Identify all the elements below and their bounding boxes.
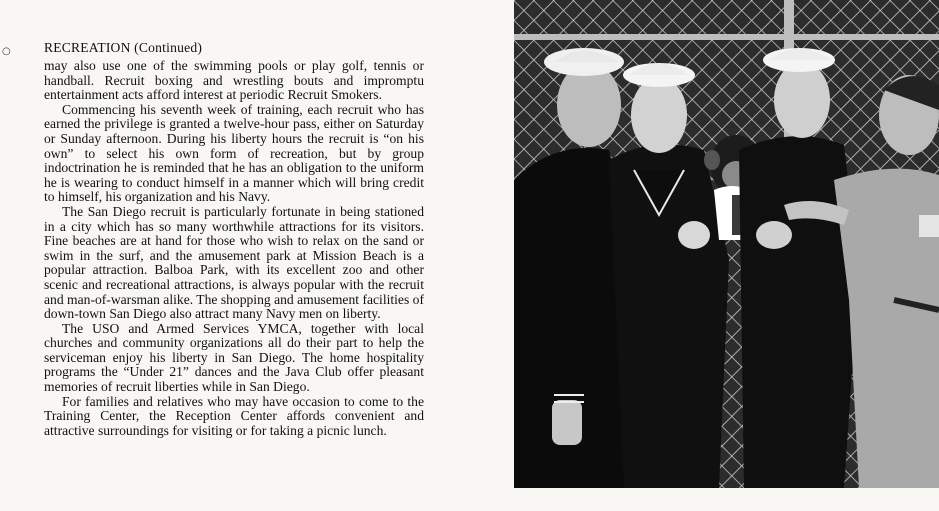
paragraph-4: The USO and Armed Services YMCA, together with local churches and community organizations all do their part to help the serviceman enjoy his liberty in San Diego. The home hospitality programs the “Under 21” dances and the Java Club offer pleasant memories of recruit liberties while in San Diego.	[44, 320, 424, 395]
sailors-with-chimpanzee-photo	[514, 0, 939, 488]
article-column	[44, 40, 424, 438]
paragraph-5: For families and relatives who may have occasion to come to the Training Center, the Reception Center affords convenient and attractive surroundings for visiting or for taking a picnic lunch.	[44, 393, 424, 438]
paragraph-2: Commencing his seventh week of training, each recruit who has earned the privilege is granted a twelve-hour pass, either on Saturday or Sunday afternoon. During his liberty hours the recruit is “on his own” to select his own form of recreation, but by group indoctrination he is reminded that he has an obligation to the uniform he is wearing to conduct himself in a manner which will bring credit to himself, his organization and his Navy.	[44, 101, 424, 205]
section-heading: RECREATION (Continued)	[44, 40, 203, 55]
paragraph-1: may also use one of the swimming pools or play golf, tennis or handball. Recruit boxing and wrestling bouts and impromptu entertainment acts afford interest at periodic Recruit Smokers.	[44, 58, 424, 103]
page-edge-mark: ○	[2, 46, 11, 57]
paragraph-3: The San Diego recruit is particularly fortunate in being stationed in a city which has so many worthwhile attractions for its visitors. Fine beaches are at hand for those who wish to relax on the sand or swim in the surf, and the amusement park at Mission Beach is a popular attraction. Balboa Park, with its excellent zoo and other scenic and recreational attractions, is always popular with the recruit and man-of-warsman alike. The shopping and amusement facilities of down-town San Diego also attract many Navy men on liberty.	[44, 203, 424, 322]
